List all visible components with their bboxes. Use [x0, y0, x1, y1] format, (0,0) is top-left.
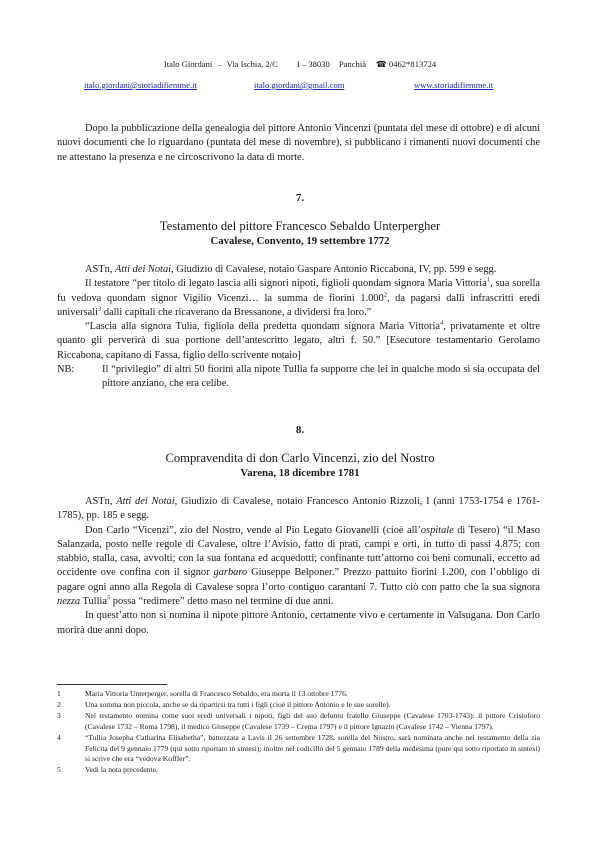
- section-7-subtitle: Cavalese, Convento, 19 settembre 1772: [210, 235, 390, 247]
- phone-number: 0462*813724: [388, 59, 437, 69]
- author-name: Italo Giordani: [163, 59, 213, 69]
- footnote-ref-2[interactable]: 2: [383, 291, 387, 299]
- town: Panchià: [338, 59, 367, 69]
- section-8-source: ASTn, Atti dei Notai, Giudizio di Cavalese, notaio Francesco Antonio Rizzoli, I (anni 1753-1754 e 1761-1785), pp. 185 e segg.: [57, 496, 541, 522]
- author-address: Via Ischia, 2/C: [226, 59, 278, 69]
- letterhead: Italo Giordani – Via Ischia, 2/C I – 38030 Panchià ☎ 0462*813724: [163, 59, 437, 69]
- footnote: 1 Maria Vittoria Unterperger, sorella di Francesco Sebaldo, era morta il 13 ottobre 1776.: [57, 689, 348, 698]
- footnote-divider: [57, 684, 167, 685]
- section-8-paragraph-2: In quest’atto non si nomina il nipote pittore Antonio, certamente vivo e certamente in Valsugana. Don Carlo morirà due anni dopo.: [57, 610, 540, 636]
- footnote: 2 Una somma non piccola, anche se da ripartirsi tra tutti i figli (cioè il pittore Antonio e le sue sorelle).: [57, 699, 391, 709]
- note-label: NB:: [57, 364, 75, 376]
- note-text: Il “privilegio” di altri 50 fiorini alla nipote Tullia fa supporre che lei in qualche modo si sia occupata del pittore anziano, che era celibe.: [102, 364, 540, 390]
- section-8-number: 8.: [295, 424, 305, 436]
- footnote-ref-4[interactable]: 4: [440, 319, 444, 327]
- section-7-body: [57, 263, 540, 392]
- footnote: 4 “Tullia Josepha Catharina Elisabetha”, battezzata a Lavis il 26 settembre 1728, sorella del Nostro, sarà nominata anche nel testamento della zia Felicita del 9 gennaio 1779 (qui sotto riportato in sintesi); inoltre nel codicillo del 5 gennaio 1789 della medesima (pure qui sotto riportato in sintesi) si scrive che era “vedova Koffler”.: [57, 732, 540, 764]
- footnote-ref-3[interactable]: 3: [97, 305, 102, 313]
- phone-icon: ☎: [376, 59, 387, 69]
- footnote-ref-1[interactable]: 1: [486, 276, 491, 284]
- footnote: 5 Vedi la nota precedente.: [57, 765, 158, 775]
- section-8-subtitle: Varena, 18 dicembre 1781: [240, 467, 360, 479]
- footnote: 3 Nel testamento nomina come suoi eredi universali i nipoti, figli del suo defunto fratello Giuseppe (Cavalese 1703-1743): il pittore Cristoforo (Cavalese 1732 – Roma 1798), il medico Giuseppe (Cavalese 1739 – Crema 1797) e il pittore Ignazio (Cavalese 1742 – Vienna 1797).: [57, 710, 540, 731]
- footnotes: [57, 689, 540, 776]
- section-7-source: ASTn, Atti dei Notai, Giudizio di Cavalese, notaio Gaspare Antonio Riccabona, IV, pp. 599 e segg.: [85, 264, 497, 275]
- section-7-paragraph-2: “Lascia alla signora Tulia, figliola della predetta quondam signora Maria Vittoria$^4$, privatamente et oltre quanto gli perverirà di sua portione dell’antescritto legato, altri f. 50.” [Esecutore testamentario Gerolamo Riccabona, capitano di Fassa, figlio dello scrivente notaio]: [57, 319, 541, 361]
- email-link-storiadifiemme[interactable]: italo.giordani@storiadifiemme.it: [84, 80, 197, 90]
- section-7-title: Testamento del pittore Francesco Sebaldo Unterpergher: [159, 219, 441, 233]
- section-8-title: Compravendita di don Carlo Vincenzi, zio del Nostro: [165, 451, 435, 465]
- section-8-paragraph-1: Don Carlo “Vicenzi”, zio del Nostro, vende al Pio Legato Giovanelli (cioè all’ospitale di Tesero) “il Maso Salanzada, posto nelle regole di Cavalese, oltre l’Avisio, fatto di prati, campi e orti, in tutto di passi 4.875; con stabbio, stalla, casa, avvolti; con la sua fontana ed acquedotti; confinante tutt’attorno coi beni comunali, eccetto ad occidente ove confina con il signor garbaro Giuseppe Belponer.” Prezzo pattuito fiorini 1.200, con l’obbligo di pagare ogni anno alla Regola di Cavalese sopra l’orto contiguo carantani 7. Tutto ciò con patto che la sua signora nezza Tullia$^5$ possa “redimere” detto maso nel termine di due anni.: [57, 524, 541, 608]
- section-7-paragraph-1: Il testatore “per titolo di legato lascia alli signori nipoti, figlioli quondam signora Maria Vittoria$^1$, sua sorella fu vedova quondam signor Vigilio Vicenzi… la summa de fiorini 1.000$^2$, da pagarsi dalli infrascritti eredi universali$^3$ dalli capitali che ricaverano da Bressanone, a dividersi fra loro.”: [57, 276, 540, 318]
- intro-paragraph: Dopo la pubblicazione della genealogia del pittore Antonio Vincenzi (puntata del mese di ottobre) e di alcuni nuovi documenti che lo riguardano (puntata del mese di novembre), si pubblicano i rimanenti nuovi documenti che ne attestano la presenza e ne circoscrivono la data di morte.: [57, 123, 540, 163]
- website-link[interactable]: www.storiadifiemme.it: [414, 80, 494, 90]
- section-7-number: 7.: [295, 192, 305, 204]
- footnote-ref-5[interactable]: 5: [106, 594, 111, 602]
- postal-code: I – 38030: [296, 59, 330, 69]
- email-link-gmail[interactable]: italo.giordani@gmail.com: [254, 80, 345, 90]
- section-8-body: [57, 495, 540, 638]
- section-7-note: [57, 363, 540, 392]
